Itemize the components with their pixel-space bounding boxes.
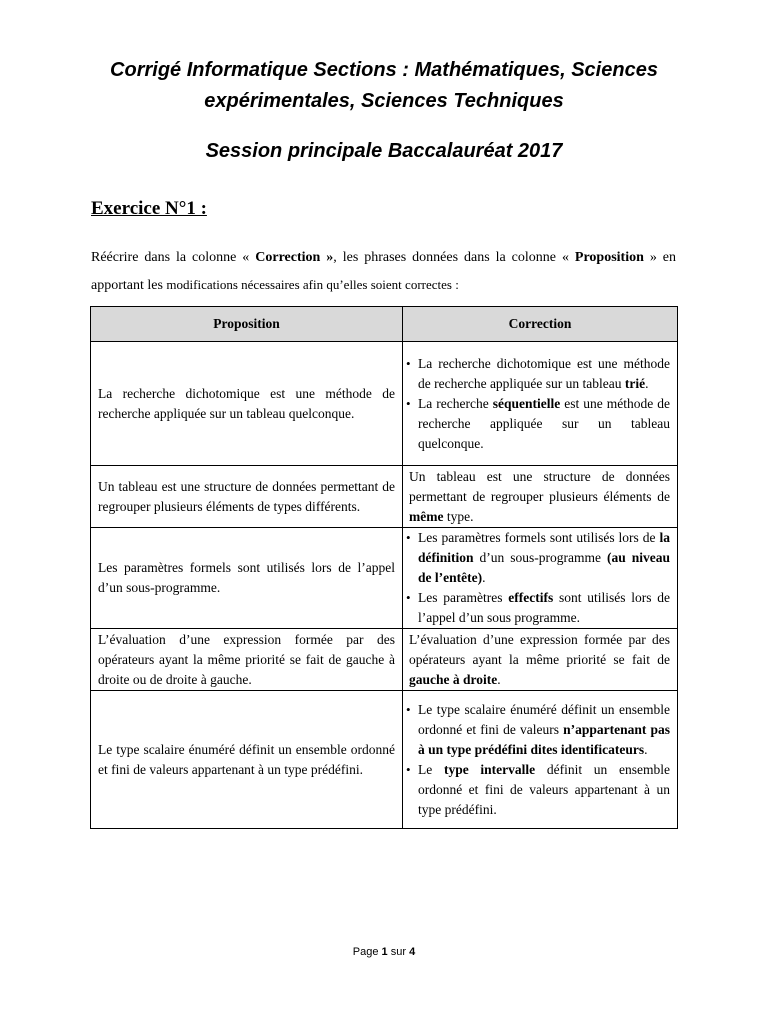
document-title-line-1: Corrigé Informatique Sections : Mathématiques, Sciences: [110, 59, 658, 81]
proposition-cell: Le type scalaire énuméré définit un ensemble ordonné et fini de valeurs appartenant à un type prédéfini.: [91, 691, 403, 829]
correction-cell: Un tableau est une structure de données permettant de regrouper plusieurs éléments de même type.: [403, 466, 678, 528]
column-header-proposition: Proposition: [91, 307, 403, 342]
correction-cell: L’évaluation d’une expression formée par des opérateurs ayant la même priorité se fait de gauche à droite.: [403, 629, 678, 691]
correction-cell: [403, 528, 678, 629]
correction-bullet: • Le type scalaire énuméré définit un ensemble ordonné et fini de valeurs n’appartenant pas à un type prédéfini dites identificateurs.: [409, 700, 670, 760]
table-row: [91, 528, 678, 629]
correction-cell: [403, 342, 678, 466]
column-header-correction: Correction: [403, 307, 678, 342]
correction-bullet: • Les paramètres effectifs sont utilisés lors de l’appel d’un sous programme.: [409, 588, 670, 628]
proposition-cell: L’évaluation d’une expression formée par des opérateurs ayant la même priorité se fait de gauche à droite ou de droite à gauche.: [91, 629, 403, 691]
page-number: Page 1 sur 4: [352, 946, 416, 958]
proposition-cell: Un tableau est une structure de données permettant de regrouper plusieurs éléments de types différents.: [91, 466, 403, 528]
table-row: [91, 342, 678, 466]
document-title-line-2: expérimentales, Sciences Techniques: [204, 90, 564, 112]
correction-bullet: • Les paramètres formels sont utilisés lors de la définition d’un sous-programme (au niveau de l’entête).: [409, 528, 670, 588]
correction-cell: [403, 691, 678, 829]
correction-bullet: • La recherche séquentielle est une méthode de recherche appliquée sur un tableau quelconque.: [409, 394, 670, 454]
correction-table: [90, 306, 678, 829]
proposition-cell: Les paramètres formels sont utilisés lors de l’appel d’un sous-programme.: [91, 528, 403, 629]
session-title: Session principale Baccalauréat 2017: [205, 140, 563, 162]
exercise-instructions: Réécrire dans la colonne « Correction », les phrases données dans la colonne « Proposition » en apportant les modifications nécessaires afin qu’elles soient correctes :: [91, 250, 677, 293]
exercise-heading: Exercice N°1 :: [91, 198, 207, 219]
correction-bullet: • La recherche dichotomique est une méthode de recherche appliquée sur un tableau trié.: [409, 354, 670, 394]
table-header-row: [91, 307, 678, 342]
table-row: [91, 629, 678, 691]
proposition-cell: La recherche dichotomique est une méthode de recherche appliquée sur un tableau quelconque.: [91, 342, 403, 466]
table-row: [91, 466, 678, 528]
table-row: [91, 691, 678, 829]
correction-bullet: • Le type intervalle définit un ensemble ordonné et fini de valeurs appartenant à un type prédéfini.: [409, 760, 670, 820]
